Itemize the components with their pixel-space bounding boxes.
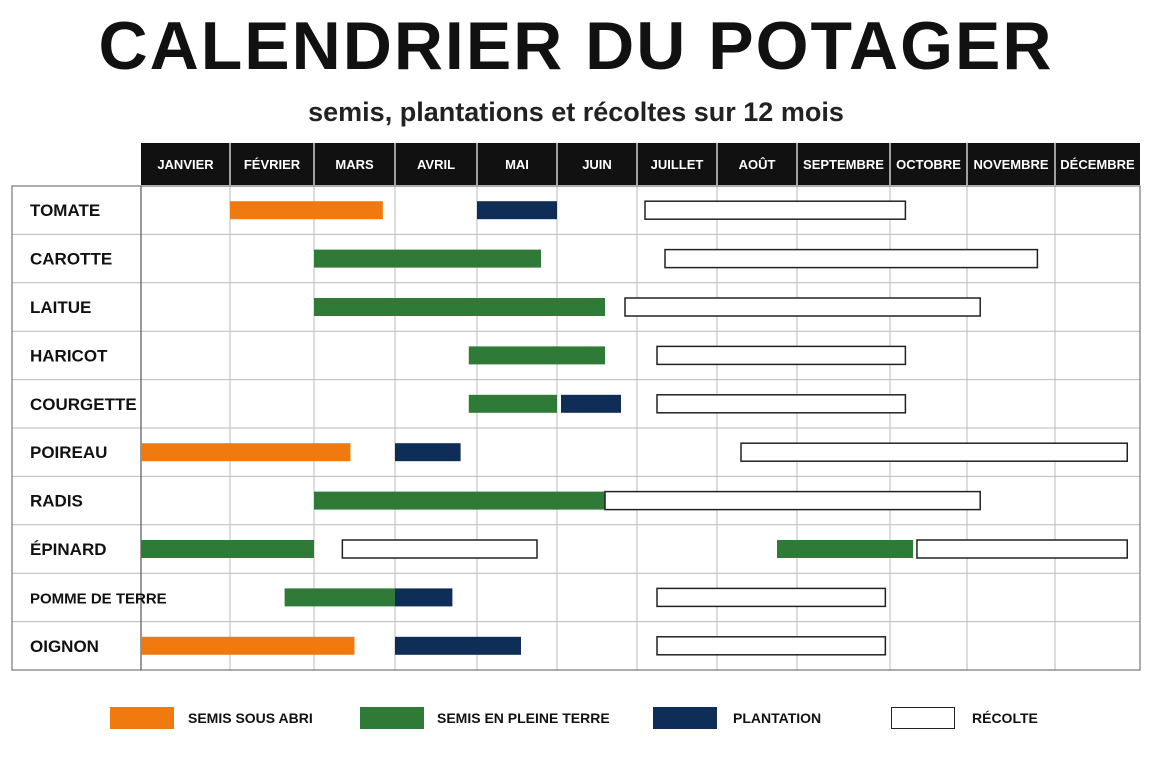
crop-label: TOMATE	[30, 201, 101, 221]
month-label: JUILLET	[650, 157, 704, 172]
bar-semis-pleine-terre	[314, 298, 605, 316]
crop-label: POIREAU	[30, 443, 108, 463]
month-label: OCTOBRE	[896, 157, 961, 172]
legend-swatch-semis-sous-abri	[110, 707, 174, 729]
bar-semis-pleine-terre	[285, 588, 395, 606]
month-label: MARS	[335, 157, 374, 172]
crop-label: CAROTTE	[30, 249, 113, 269]
bar-plantation	[395, 588, 452, 606]
crop-label: OIGNON	[30, 636, 99, 656]
bar-recolte	[657, 588, 885, 606]
bar-recolte	[657, 395, 905, 413]
month-label: AOÛT	[738, 157, 776, 172]
bar-recolte	[625, 298, 980, 316]
crop-label: ÉPINARD	[30, 540, 107, 559]
bar-plantation	[477, 201, 557, 219]
month-label: SEPTEMBRE	[803, 157, 884, 172]
crop-label: LAITUE	[30, 298, 92, 317]
bar-recolte	[605, 492, 980, 510]
legend-label-recolte: RÉCOLTE	[972, 710, 1038, 726]
bar-semis-sous-abri	[141, 637, 355, 655]
chart-subtitle: semis, plantations et récoltes sur 12 mois	[308, 97, 844, 127]
bar-semis-pleine-terre	[777, 540, 913, 558]
legend-label-plantation: PLANTATION	[733, 710, 822, 726]
bar-plantation	[395, 443, 461, 461]
month-label: MAI	[505, 157, 529, 172]
bar-recolte	[342, 540, 537, 558]
month-label: AVRIL	[416, 157, 456, 172]
month-label: DÉCEMBRE	[1060, 157, 1135, 172]
bar-semis-sous-abri	[230, 201, 383, 219]
bar-plantation	[561, 395, 621, 413]
bar-semis-pleine-terre	[314, 250, 541, 268]
bar-semis-sous-abri	[141, 443, 350, 461]
bar-recolte	[657, 346, 905, 364]
crop-label: RADIS	[30, 491, 83, 511]
crop-label: COURGETTE	[30, 394, 137, 414]
legend-swatch-semis-pleine-terre	[360, 707, 424, 729]
bar-plantation	[395, 637, 521, 655]
bar-recolte	[665, 250, 1037, 268]
bar-semis-pleine-terre	[469, 395, 557, 413]
crop-label: HARICOT	[30, 346, 108, 366]
month-label: NOVEMBRE	[973, 157, 1049, 172]
bar-recolte	[657, 637, 885, 655]
chart-title: CALENDRIER DU POTAGER	[98, 8, 1054, 84]
month-label: JANVIER	[157, 157, 214, 172]
legend-swatch-plantation	[653, 707, 717, 729]
bar-recolte	[645, 201, 905, 219]
month-label: JUIN	[582, 157, 612, 172]
bar-semis-pleine-terre	[314, 492, 605, 510]
legend-swatch-recolte	[891, 707, 955, 729]
legend-label-semis-pleine-terre: SEMIS EN PLEINE TERRE	[437, 710, 610, 726]
month-label: FÉVRIER	[243, 157, 301, 172]
bar-recolte	[741, 443, 1127, 461]
bar-semis-pleine-terre	[141, 540, 314, 558]
bar-semis-pleine-terre	[469, 346, 605, 364]
legend-label-semis-sous-abri: SEMIS SOUS ABRI	[188, 710, 313, 726]
bar-recolte	[917, 540, 1127, 558]
crop-label: POMME DE TERRE	[30, 590, 167, 608]
legend	[0, 707, 1152, 733]
